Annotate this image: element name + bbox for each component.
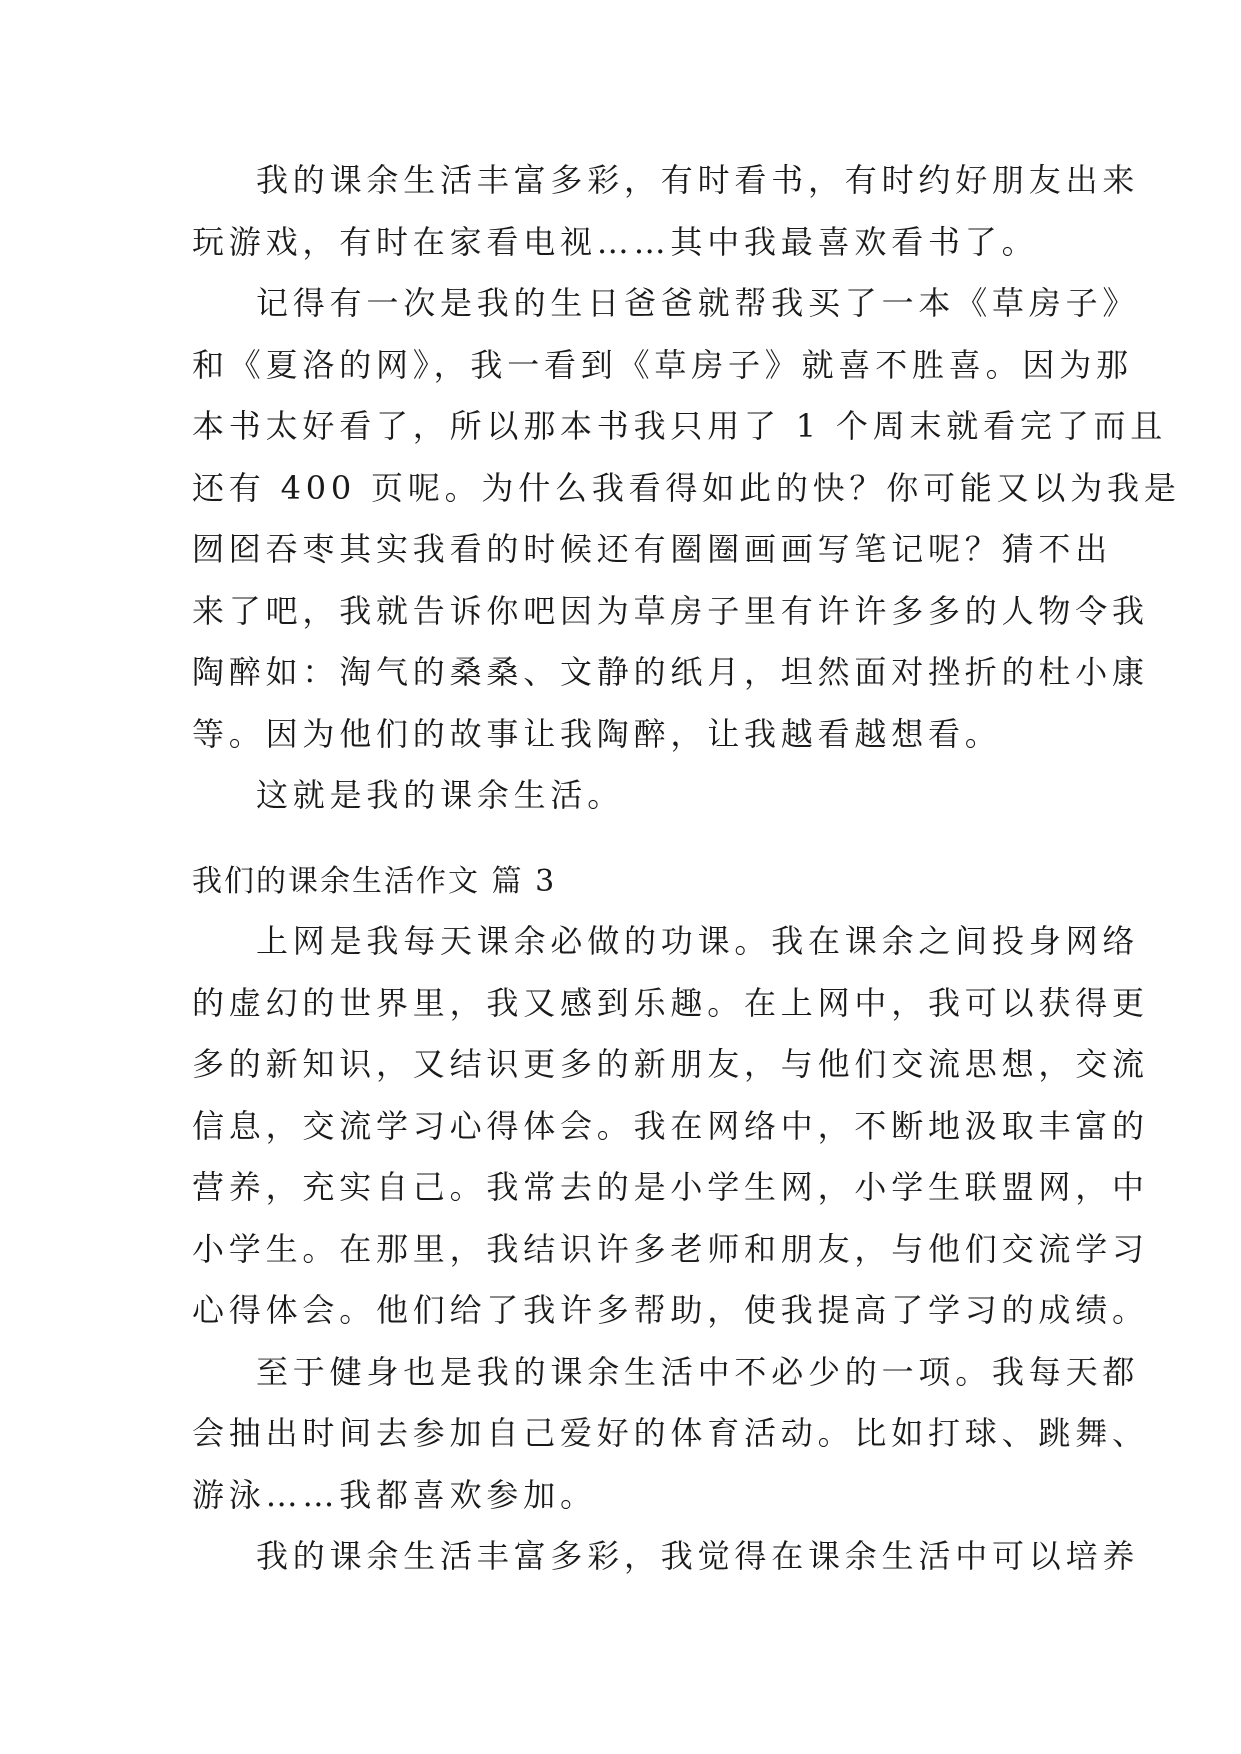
paragraph-line: 等。因为他们的故事让我陶醉，让我越看越想看。 xyxy=(192,714,1002,753)
paragraph-line: 囫囵吞枣其实我看的时候还有圈圈画画写笔记呢？猜不出 xyxy=(192,530,1113,568)
paragraph-line: 心得体会。他们给了我许多帮助，使我提高了学习的成绩。 xyxy=(192,1291,1149,1329)
paragraph-line: 玩游戏，有时在家看电视……其中我最喜欢看书了。 xyxy=(192,222,1039,261)
paragraph-line: 多的新知识，又结识更多的新朋友，与他们交流思想，交流 xyxy=(192,1045,1149,1083)
paragraph-line: 我的课余生活丰富多彩，有时看书，有时约好朋友出来 xyxy=(256,161,1140,199)
paragraph-line: 这就是我的课余生活。 xyxy=(256,776,625,814)
paragraph-line: 的虚幻的世界里，我又感到乐趣。在上网中，我可以获得更 xyxy=(192,983,1149,1022)
paragraph-line: 来了吧，我就告诉你吧因为草房子里有许许多多的人物令我 xyxy=(192,591,1149,630)
paragraph-line: 和《夏洛的网》，我一看到《草房子》就喜不胜喜。因为那 xyxy=(192,345,1133,384)
paragraph-line: 记得有一次是我的生日爸爸就帮我买了一本《草房子》 xyxy=(256,284,1140,322)
paragraph-line: 会抽出时间去参加自己爱好的体育活动。比如打球、跳舞、 xyxy=(192,1414,1149,1452)
paragraph-line: 本书太好看了，所以那本书我只用了 1 个周末就看完了而且 xyxy=(192,407,1168,445)
paragraph-line: 我的课余生活丰富多彩，我觉得在课余生活中可以培养 xyxy=(256,1537,1140,1575)
paragraph-line: 游泳……我都喜欢参加。 xyxy=(192,1475,597,1514)
paragraph-line: 陶醉如：淘气的桑桑、文静的纸月，坦然面对挫折的杜小康 xyxy=(192,653,1149,691)
paragraph-line: 信息，交流学习心得体会。我在网络中，不断地汲取丰富的 xyxy=(192,1106,1149,1145)
paragraph-line: 上网是我每天课余必做的功课。我在课余之间投身网络 xyxy=(256,922,1140,960)
body-text-section-a xyxy=(192,150,1181,827)
paragraph-line: 至于健身也是我的课余生活中不必少的一项。我每天都 xyxy=(256,1352,1140,1391)
paragraph-line: 还有 400 页呢。为什么我看得如此的快？你可能又以为我是 xyxy=(192,468,1181,507)
body-text-section-b xyxy=(192,911,1149,1588)
paragraph-line: 小学生。在那里，我结识许多老师和朋友，与他们交流学习 xyxy=(192,1229,1149,1268)
paragraph-line: 营养，充实自己。我常去的是小学生网，小学生联盟网，中 xyxy=(192,1168,1149,1206)
section-heading: 我们的课余生活作文 篇 3 xyxy=(192,864,557,899)
